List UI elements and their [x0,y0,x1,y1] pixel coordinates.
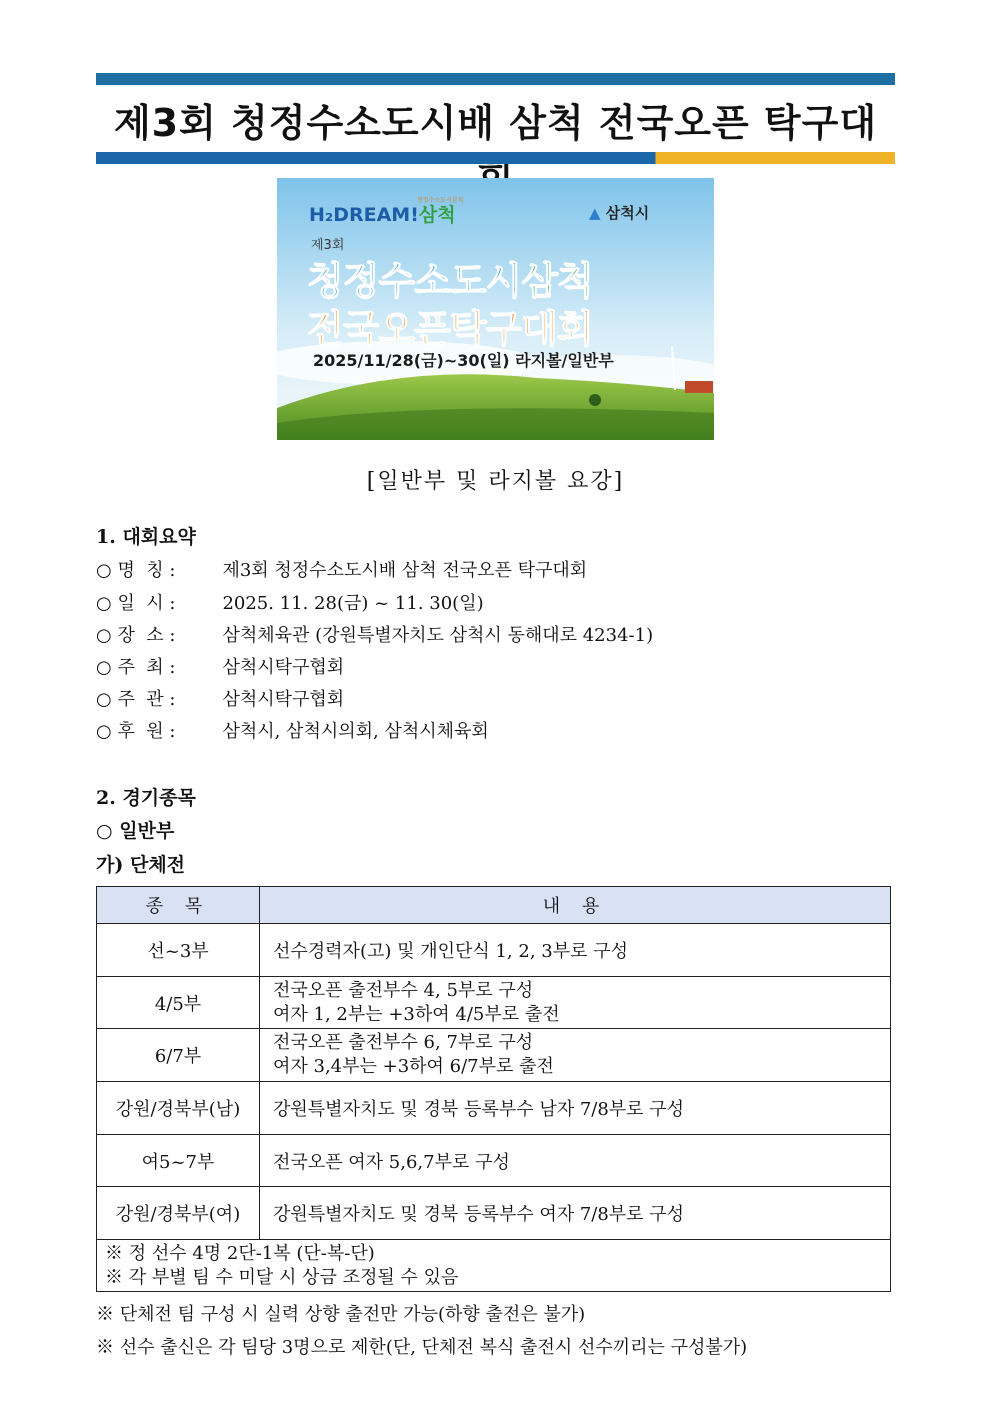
item-value: 삼척시, 삼척시의회, 삼척시체육회 [222,721,489,742]
note-line: ※ 선수 출신은 각 팀당 3명으로 제한(단, 단체전 복식 출전시 선수끼리는 구성불가) [96,1337,748,1358]
title-bar-top [96,73,895,85]
item-value: 삼척시탁구협회 [222,689,345,710]
bullet: ○ [96,593,112,614]
bullet: ○ [96,560,112,581]
banner-dates: 2025/11/28(금)~30(일) 라지볼/일반부 [313,351,614,370]
banner-brand-small: 청정수소도시삼척 [417,197,464,204]
content-line: 전국오픈 출전부수 6, 7부로 구성 [273,1032,534,1053]
table-footer-cell [97,1240,891,1292]
section2-subsub: 가) 단체전 [96,854,186,876]
section1-heading: 1. 대회요약 [96,526,196,548]
table-cell-category: 여5~7부 [97,1135,260,1187]
content-line: 강원특별자치도 및 경북 등록부수 여자 7/8부로 구성 [273,1204,685,1225]
document-subtitle: [일반부 및 라지볼 요강] [366,469,625,494]
item-label: 장 소 : [117,625,176,646]
table-row [97,1187,891,1240]
team-event-table [96,886,891,1292]
event-banner [277,178,714,440]
table-row [97,1135,891,1187]
banner-line1 [307,250,593,305]
table-header-content: 내 용 [260,887,891,924]
section2-heading: 2. 경기종목 [96,787,196,809]
table-cell-content [260,1029,891,1082]
item-value: 삼척체육관 (강원특별자치도 삼척시 동해대로 4234-1) [222,625,654,646]
item-value: 제3회 청정수소도시배 삼척 전국오픈 탁구대회 [222,560,588,581]
summary-item-name [96,556,587,582]
table-cell-content [260,1082,891,1135]
table-row [97,924,891,977]
section2-sub: ○ 일반부 [96,820,175,842]
summary-item-date [96,589,484,615]
item-label: 주 관 : [117,689,176,710]
table-row [97,1029,891,1082]
item-value: 삼척시탁구협회 [222,657,345,678]
table-footnote: ※ 각 부별 팀 수 미달 시 상금 조정될 수 있음 [105,1266,459,1288]
page-title: 제3회 청정수소도시배 삼척 전국오픈 탁구대 [113,101,878,145]
table-cell-content [260,1187,891,1240]
item-label: 후 원 : [117,721,176,742]
table-row [97,977,891,1029]
banner-line1-green: 삼척 [521,259,593,303]
table-cell-category: 6/7부 [97,1029,260,1082]
banner-brand-samcheok: 삼척 [418,204,456,226]
content-line: 강원특별자치도 및 경북 등록부수 남자 7/8부로 구성 [273,1099,685,1120]
city-logo-text: 삼척시 [605,204,650,222]
table-cell-category: 선~3부 [97,924,260,977]
table-cell-content [260,977,891,1029]
table-row [97,1082,891,1135]
banner-brand-left [309,200,456,227]
city-logo-icon: ▲ [589,204,601,222]
summary-item-host [96,653,344,679]
summary-item-organizer [96,685,344,711]
banner-edition: 제3회 [311,238,345,253]
bullet: ○ [96,689,112,710]
table-header-category: 종 목 [97,887,260,924]
title-bar-bottom [96,152,895,164]
summary-item-venue [96,621,653,647]
content-line: 선수경력자(고) 및 개인단식 1, 2, 3부로 구성 [273,941,628,962]
note-line: ※ 단체전 팀 구성 시 실력 상향 출전만 가능(하향 출전은 불가) [96,1304,586,1325]
banner-brand-h2dream: H₂DREAM! [309,204,419,226]
table-cell-content [260,924,891,977]
item-label: 주 최 : [117,657,176,678]
table-cell-category: 강원/경북부(여) [97,1187,260,1240]
item-label: 일 시 : [117,593,176,614]
table-cell-content [260,1135,891,1187]
table-footnote: ※ 정 선수 4명 2단-1복 (단-복-단) [105,1242,375,1264]
samcheok-city-logo [589,202,649,223]
bullet: ○ [96,721,112,742]
content-line: 전국오픈 여자 5,6,7부로 구성 [273,1151,510,1173]
bullet: ○ [96,657,112,678]
table-footer-row [97,1240,891,1292]
summary-item-sponsor [96,717,489,743]
item-label: 명 칭 : [117,560,176,581]
bullet: ○ [96,625,112,646]
item-value: 2025. 11. 28(금) ~ 11. 30(일) [222,593,484,614]
content-line: 여자 3,4부는 +3하여 6/7부로 출전 [273,1056,554,1077]
banner-line1-blue: 청정수소도시 [307,259,522,303]
table-cell-category: 4/5부 [97,977,260,1029]
table-header-row [97,887,891,924]
banner-line2: 전국오픈탁구대회 [307,307,593,351]
table-cell-category: 강원/경북부(남) [97,1082,260,1135]
content-line: 전국오픈 출전부수 4, 5부로 구성 [273,979,534,1001]
content-line: 여자 1, 2부는 +3하여 4/5부로 출전 [273,1003,560,1025]
